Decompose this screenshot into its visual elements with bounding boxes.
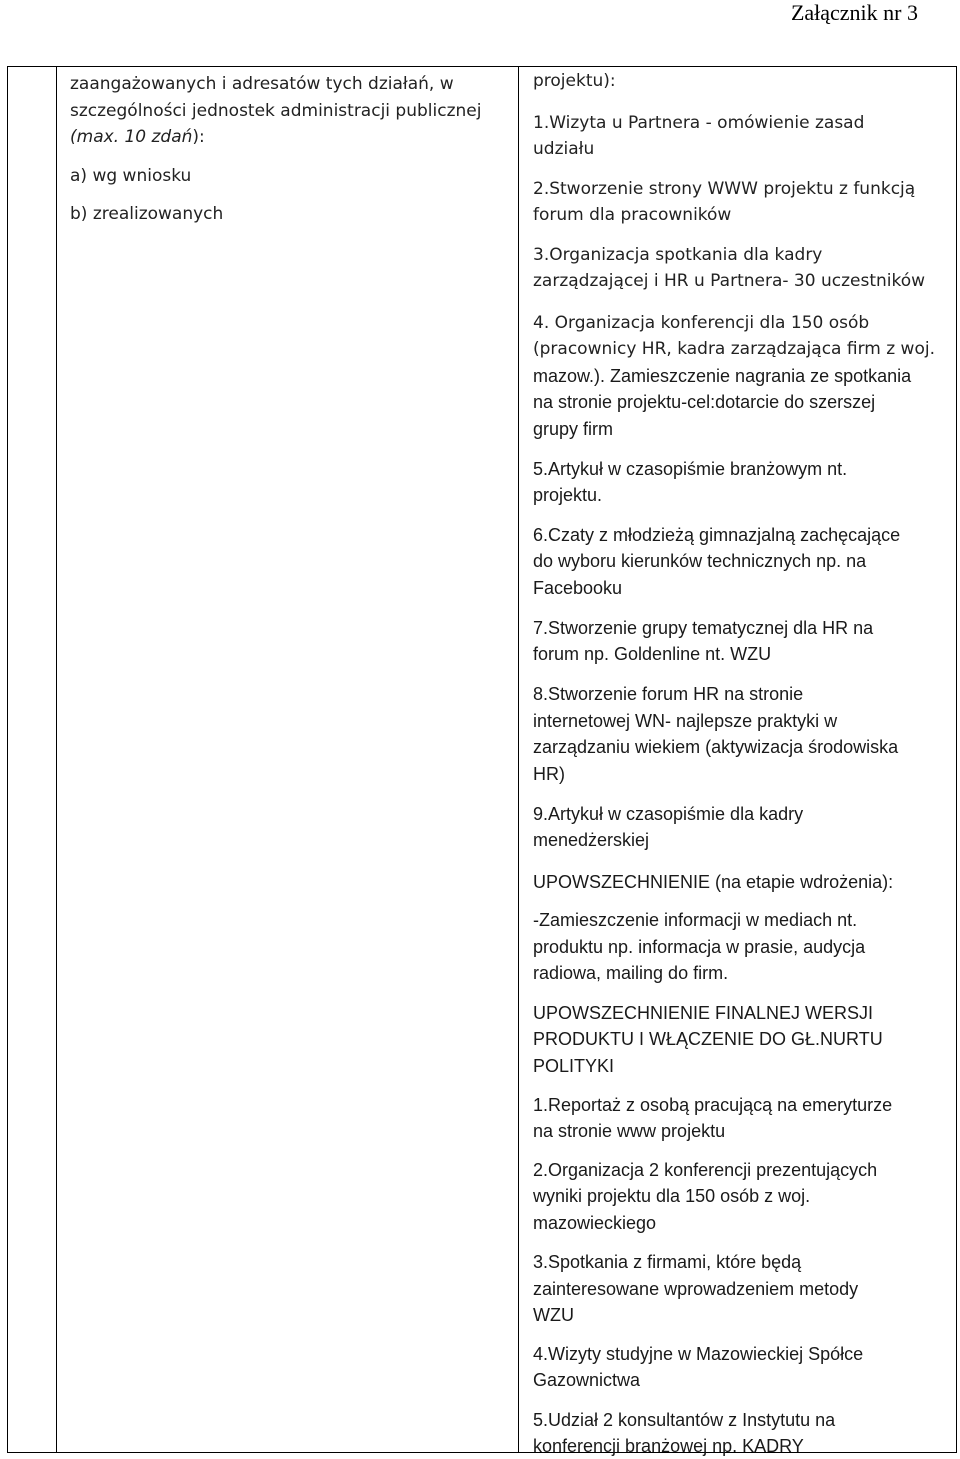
right-text-line: 2.Stworzenie strony WWW projektu z funkcją xyxy=(533,179,916,199)
document-table xyxy=(7,66,957,1456)
right-text-line: Facebooku xyxy=(533,578,623,598)
right-text-line: internetowej WN- najlepsze praktyki w xyxy=(533,711,838,731)
right-text-line: 5.Udział 2 konsultantów z Instytutu na xyxy=(533,1410,836,1430)
intro-italic: (max. 10 zdań xyxy=(70,127,193,147)
right-text-line: menedżerskiej xyxy=(533,830,650,850)
right-text-line: na stronie projektu-cel:dotarcie do szerszej xyxy=(533,392,876,412)
right-text-line: do wyboru kierunków technicznych np. na xyxy=(533,551,867,571)
right-text-line: UPOWSZECHNIENIE FINALNEJ WERSJI xyxy=(533,1003,874,1023)
intro-rest: ): xyxy=(192,127,205,147)
right-text-line: UPOWSZECHNIENIE (na etapie wdrożenia): xyxy=(533,872,894,892)
right-text-line: udziału xyxy=(533,139,595,159)
right-text-line: 7.Stworzenie grupy tematycznej dla HR na xyxy=(533,618,874,638)
right-text-line: 8.Stworzenie forum HR na stronie xyxy=(533,684,804,704)
right-text-line: mazowieckiego xyxy=(533,1213,657,1233)
option-a: a) wg wniosku xyxy=(70,165,192,186)
right-text-line: zainteresowane wprowadzeniem metody xyxy=(533,1279,859,1299)
right-text-line: mazow.). Zamieszczenie nagrania ze spotkania xyxy=(533,366,912,386)
right-text-line: forum dla pracowników xyxy=(533,205,732,225)
right-text-line: konferencji branżowej np. KADRY xyxy=(533,1436,804,1456)
right-text-line: zarządzaniu wiekiem (aktywizacja środowiska xyxy=(533,737,899,757)
right-text-line: 5.Artykuł w czasopiśmie branżowym nt. xyxy=(533,459,848,479)
right-text-line: produktu np. informacja w prasie, audycja xyxy=(533,937,866,957)
right-text-line: HR) xyxy=(533,764,565,784)
right-text-line: (pracownicy HR, kadra zarządzająca firm z woj. xyxy=(533,339,935,359)
left-column-text xyxy=(70,71,510,228)
right-text-line: POLITYKI xyxy=(533,1056,615,1076)
table-divider-middle xyxy=(518,67,519,1452)
right-text-line: projektu. xyxy=(533,485,603,505)
right-text-line: radiowa, mailing do firm. xyxy=(533,963,729,983)
right-text-line: PRODUKTU I WŁĄCZENIE DO GŁ.NURTU xyxy=(533,1029,883,1049)
right-text-line: projektu): xyxy=(533,71,616,91)
table-divider-narrow xyxy=(56,67,57,1452)
right-text-line: zarządzającej i HR u Partnera- 30 uczestników xyxy=(533,271,926,291)
option-b: b) zrealizowanych xyxy=(70,204,224,224)
right-text-line: Gazownictwa xyxy=(533,1370,641,1390)
right-text-line: 2.Organizacja 2 konferencji prezentujących xyxy=(533,1160,878,1180)
intro-line: zaangażowanych i adresatów tych działań, w xyxy=(70,74,454,94)
right-text-line: 6.Czaty z młodzieżą gimnazjalną zachęcające xyxy=(533,525,901,545)
right-text-line: grupy firm xyxy=(533,419,614,439)
right-text-line: 3.Spotkania z firmami, które będą xyxy=(533,1252,802,1272)
right-text-line: 1.Reportaż z osobą pracującą na emeryturze xyxy=(533,1095,893,1115)
intro-line: szczególności jednostek administracji publicznej xyxy=(70,100,482,121)
right-text-line: wyniki projektu dla 150 osób z woj. xyxy=(533,1186,811,1206)
right-text-line: 9.Artykuł w czasopiśmie dla kadry xyxy=(533,804,804,824)
right-text-line: 1.Wizyta u Partnera - omówienie zasad xyxy=(533,113,865,133)
right-text-line: 3.Organizacja spotkania dla kadry xyxy=(533,245,823,265)
page-header-title: Załącznik nr 3 xyxy=(790,0,918,25)
intro-text xyxy=(70,71,510,151)
right-text-line: WZU xyxy=(533,1305,574,1325)
intro-line xyxy=(70,124,510,151)
right-text-line: -Zamieszczenie informacji w mediach nt. xyxy=(533,910,858,930)
right-text-line: 4.Wizyty studyjne w Mazowieckiej Spółce xyxy=(533,1344,864,1364)
right-text-line: na stronie www projektu xyxy=(533,1121,726,1141)
right-text-line: forum np. Goldenline nt. WZU xyxy=(533,644,772,664)
right-text-line: 4. Organizacja konferencji dla 150 osób xyxy=(533,313,870,333)
